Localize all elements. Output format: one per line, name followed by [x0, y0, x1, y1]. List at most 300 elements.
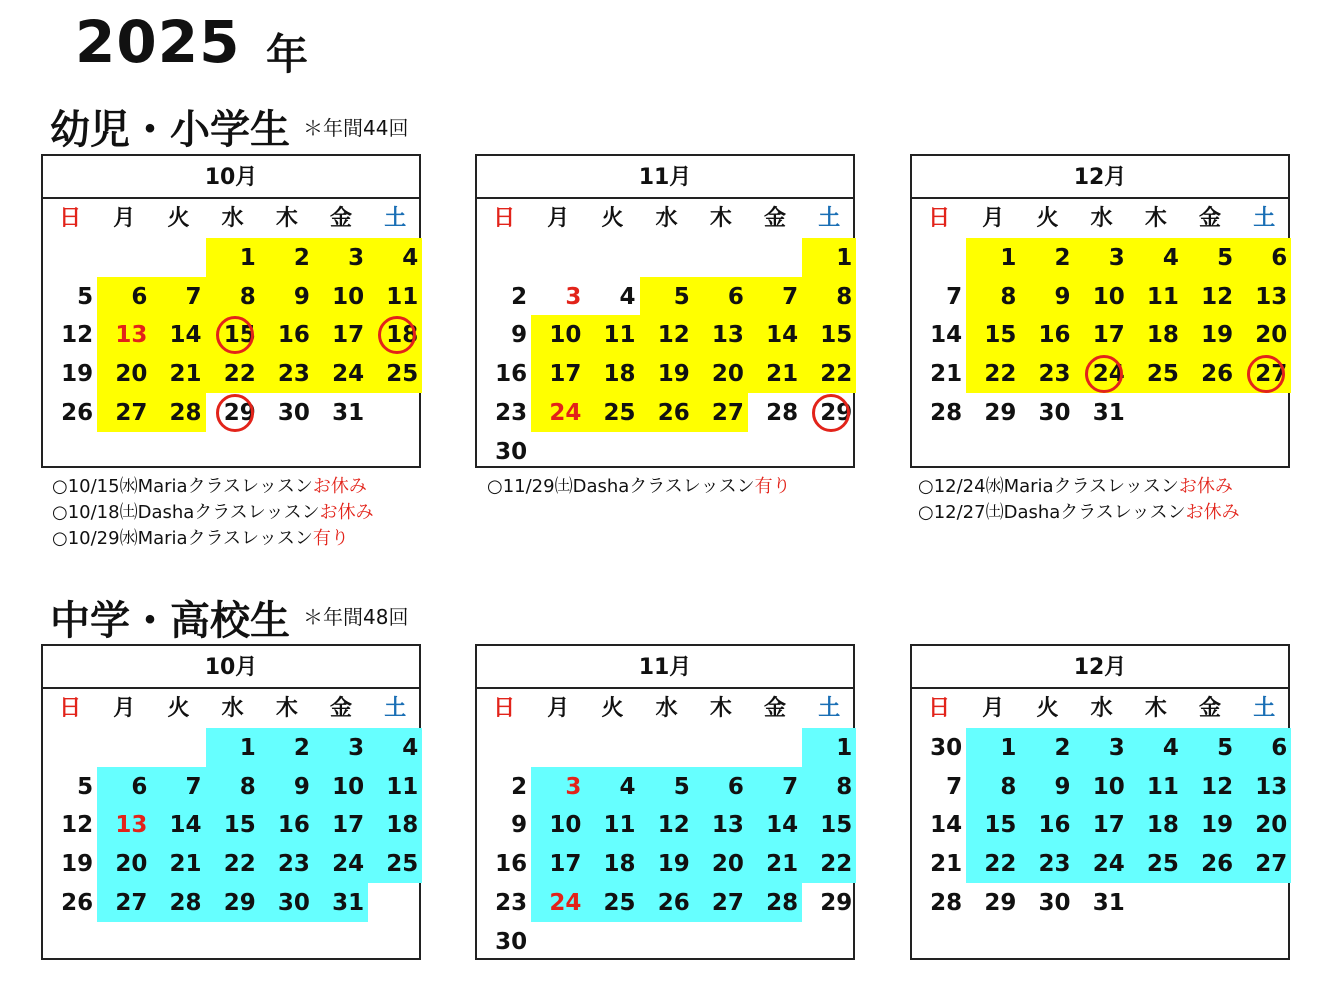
calendar-day: 3 — [1075, 238, 1129, 277]
calendar-empty-cell — [748, 238, 802, 277]
note-text: ○12/24㈬Mariaクラスレッスン — [918, 476, 1179, 497]
calendar-day: 19 — [1183, 315, 1237, 354]
weekday-header: 木 — [275, 206, 298, 231]
weekday-header: 金 — [1199, 206, 1222, 231]
calendar-day: 26 — [640, 883, 694, 922]
weekday-header: 土 — [818, 696, 841, 721]
calendar-day: 23 — [495, 399, 528, 426]
calendar-day: 20 — [694, 844, 748, 883]
calendar-day: 31 — [1092, 399, 1125, 426]
calendar-day: 18 — [368, 315, 422, 354]
calendar-day: 14 — [151, 805, 205, 844]
weekday-header: 火 — [601, 206, 624, 231]
calendar-day: 31 — [1092, 889, 1125, 916]
note-status: 有り — [312, 528, 349, 549]
calendar-day: 17 — [314, 315, 368, 354]
calendar-day: 12 — [1183, 277, 1237, 316]
calendar-day: 23 — [1020, 354, 1074, 393]
calendar-day: 10 — [314, 277, 368, 316]
calendar-grid — [912, 199, 1288, 432]
weekday-header: 土 — [384, 696, 407, 721]
calendar-day: 12 — [640, 315, 694, 354]
calendar-day: 21 — [151, 844, 205, 883]
calendar-day: 11 — [368, 767, 422, 806]
weekday-header: 木 — [709, 696, 732, 721]
calendar-day: 4 — [368, 238, 422, 277]
calendar-day: 28 — [930, 889, 963, 916]
calendar-day: 5 — [1183, 238, 1237, 277]
calendar-day: 24 — [314, 844, 368, 883]
calendar-grid — [477, 689, 853, 961]
calendar-empty-cell — [640, 728, 694, 767]
calendar-day: 12 — [1183, 767, 1237, 806]
calendar-day: 25 — [1129, 844, 1183, 883]
calendar-day: 22 — [206, 844, 260, 883]
calendar-day: 6 — [97, 277, 151, 316]
calendar-day: 13 — [694, 315, 748, 354]
weekday-header: 土 — [1253, 206, 1276, 231]
calendar-day: 26 — [61, 399, 94, 426]
weekday-header: 金 — [764, 696, 787, 721]
calendar-day: 22 — [206, 354, 260, 393]
calendar-day: 18 — [1129, 805, 1183, 844]
calendar-day: 13 — [694, 805, 748, 844]
calendar-day: 26 — [1183, 354, 1237, 393]
weekday-header: 月 — [982, 206, 1005, 231]
calendar-day: 25 — [368, 354, 422, 393]
weekday-header: 水 — [655, 696, 678, 721]
calendar-empty-cell — [640, 922, 694, 961]
calendar-day: 15 — [966, 805, 1020, 844]
calendar-day: 5 — [640, 767, 694, 806]
calendar-day: 11 — [585, 315, 639, 354]
calendar-day: 1 — [206, 238, 260, 277]
calendar-empty-cell — [585, 922, 639, 961]
calendar-day: 3 — [531, 767, 585, 806]
calendar-day: 3 — [1075, 728, 1129, 767]
calendar-empty-cell — [694, 728, 748, 767]
note-text: ○11/29㈯Dashaクラスレッスン — [487, 476, 755, 497]
calendar-day: 24 — [1075, 844, 1129, 883]
calendar-day: 18 — [368, 805, 422, 844]
weekday-header: 水 — [1090, 696, 1113, 721]
calendar-day: 28 — [151, 883, 205, 922]
calendar-elementary-0 — [41, 154, 421, 468]
calendar-day: 30 — [930, 734, 963, 761]
calendar-day: 13 — [97, 805, 151, 844]
calendar-day: 29 — [820, 889, 853, 916]
calendar-day: 11 — [1129, 277, 1183, 316]
calendar-day: 18 — [1129, 315, 1183, 354]
calendar-day: 23 — [260, 354, 314, 393]
calendar-day: 28 — [748, 883, 802, 922]
calendar-day: 14 — [930, 812, 963, 839]
calendar-day: 3 — [314, 238, 368, 277]
calendar-day: 5 — [77, 283, 94, 310]
calendar-day: 31 — [314, 883, 368, 922]
calendar-day: 21 — [151, 354, 205, 393]
calendar-day: 20 — [1237, 315, 1291, 354]
calendar-day: 20 — [97, 844, 151, 883]
calendar-day: 1 — [966, 238, 1020, 277]
calendar-day: 9 — [511, 812, 528, 839]
calendar-empty-cell — [912, 238, 966, 277]
weekday-header: 火 — [167, 206, 190, 231]
calendar-day: 14 — [930, 322, 963, 349]
weekday-header: 土 — [818, 206, 841, 231]
calendar-empty-cell — [748, 922, 802, 961]
calendar-day: 30 — [277, 399, 310, 426]
weekday-header: 火 — [167, 696, 190, 721]
calendar-day: 28 — [766, 399, 799, 426]
weekday-header: 水 — [655, 206, 678, 231]
calendar-empty-cell — [97, 728, 151, 767]
weekday-header: 月 — [982, 696, 1005, 721]
calendar-day: 30 — [1038, 399, 1071, 426]
calendar-day: 20 — [1237, 805, 1291, 844]
calendar-notes — [918, 474, 1240, 526]
calendar-empty-cell — [1129, 393, 1183, 432]
calendar-day: 8 — [802, 277, 856, 316]
calendar-day: 11 — [585, 805, 639, 844]
calendar-empty-cell — [585, 728, 639, 767]
calendar-empty-cell — [748, 728, 802, 767]
calendar-day: 27 — [97, 393, 151, 432]
calendar-day: 20 — [97, 354, 151, 393]
weekday-header: 火 — [1036, 206, 1059, 231]
calendar-day: 13 — [1237, 277, 1291, 316]
calendar-empty-cell — [531, 238, 585, 277]
calendar-day: 10 — [531, 805, 585, 844]
weekday-header: 日 — [928, 696, 951, 721]
section-title-secondary: 中学・高校生 — [50, 598, 290, 644]
calendar-month-header: 11月 — [477, 156, 853, 199]
calendar-day: 30 — [260, 883, 314, 922]
weekday-header: 日 — [59, 206, 82, 231]
calendar-day: 4 — [619, 283, 636, 310]
calendar-month-header: 10月 — [43, 646, 419, 689]
calendar-day: 6 — [1237, 238, 1291, 277]
calendar-empty-cell — [151, 238, 205, 277]
calendar-empty-cell — [1183, 883, 1237, 922]
calendar-day: 15 — [206, 805, 260, 844]
calendar-day: 4 — [368, 728, 422, 767]
calendar-day: 21 — [930, 361, 963, 388]
calendar-secondary-0 — [41, 644, 421, 960]
calendar-day: 7 — [946, 773, 963, 800]
weekday-header: 月 — [113, 696, 136, 721]
calendar-day: 19 — [640, 844, 694, 883]
calendar-day: 18 — [585, 844, 639, 883]
calendar-day: 22 — [966, 844, 1020, 883]
note-line — [918, 500, 1240, 526]
calendar-day: 20 — [694, 354, 748, 393]
calendar-empty-cell — [694, 922, 748, 961]
calendar-month-header: 11月 — [477, 646, 853, 689]
calendar-day: 8 — [966, 767, 1020, 806]
calendar-day: 7 — [151, 277, 205, 316]
calendar-empty-cell — [585, 238, 639, 277]
calendar-day: 8 — [966, 277, 1020, 316]
calendar-empty-cell — [802, 432, 856, 471]
note-line — [487, 474, 791, 500]
calendar-day: 27 — [1237, 354, 1291, 393]
calendar-day: 14 — [151, 315, 205, 354]
weekday-header: 木 — [1144, 696, 1167, 721]
calendar-day: 30 — [495, 928, 528, 955]
calendar-day: 19 — [1183, 805, 1237, 844]
calendar-day: 16 — [260, 315, 314, 354]
calendar-day: 30 — [1038, 889, 1071, 916]
weekday-header: 木 — [709, 206, 732, 231]
calendar-day: 14 — [748, 315, 802, 354]
calendar-day: 29 — [984, 889, 1017, 916]
calendar-day: 29 — [984, 399, 1017, 426]
weekday-header: 水 — [221, 206, 244, 231]
calendar-day: 7 — [748, 277, 802, 316]
calendar-day: 8 — [802, 767, 856, 806]
calendar-grid — [912, 689, 1288, 922]
calendar-day: 16 — [1020, 805, 1074, 844]
calendar-empty-cell — [748, 432, 802, 471]
weekday-header: 日 — [928, 206, 951, 231]
calendar-day: 8 — [206, 767, 260, 806]
note-line — [918, 474, 1240, 500]
calendar-day: 1 — [206, 728, 260, 767]
calendar-day: 12 — [61, 812, 94, 839]
calendar-empty-cell — [43, 728, 97, 767]
calendar-day: 23 — [495, 889, 528, 916]
calendar-day: 25 — [368, 844, 422, 883]
calendar-day: 29 — [206, 883, 260, 922]
calendar-day: 30 — [495, 438, 528, 465]
calendar-day: 4 — [1129, 728, 1183, 767]
calendar-day: 6 — [694, 277, 748, 316]
calendar-day: 17 — [531, 354, 585, 393]
calendar-day: 6 — [694, 767, 748, 806]
calendar-day: 16 — [495, 851, 528, 878]
calendar-day: 17 — [314, 805, 368, 844]
year-title: 2025 — [75, 8, 241, 76]
calendar-day: 16 — [1020, 315, 1074, 354]
calendar-empty-cell — [694, 238, 748, 277]
note-line — [52, 526, 374, 552]
calendar-day: 26 — [61, 889, 94, 916]
calendar-day: 19 — [640, 354, 694, 393]
calendar-day: 11 — [1129, 767, 1183, 806]
calendar-secondary-2 — [910, 644, 1290, 960]
weekday-header: 日 — [493, 696, 516, 721]
weekday-header: 日 — [59, 696, 82, 721]
calendar-day: 7 — [946, 283, 963, 310]
weekday-header: 金 — [330, 206, 353, 231]
calendar-day: 24 — [531, 393, 585, 432]
weekday-header: 火 — [1036, 696, 1059, 721]
calendar-day: 5 — [1183, 728, 1237, 767]
section-note-secondary: ＊年間48回 — [303, 605, 409, 629]
note-status: お休み — [1178, 476, 1233, 497]
calendar-grid — [43, 689, 419, 922]
calendar-day: 9 — [511, 322, 528, 349]
calendar-day: 6 — [1237, 728, 1291, 767]
calendar-empty-cell — [368, 393, 422, 432]
section-note-elementary: ＊年間44回 — [303, 116, 409, 140]
calendar-day: 27 — [97, 883, 151, 922]
calendar-day: 27 — [1237, 844, 1291, 883]
calendar-day: 2 — [260, 238, 314, 277]
calendar-day: 1 — [802, 238, 856, 277]
year-suffix: 年 — [266, 30, 309, 79]
calendar-day: 15 — [802, 805, 856, 844]
calendar-day: 10 — [314, 767, 368, 806]
calendar-empty-cell — [585, 432, 639, 471]
weekday-header: 金 — [330, 696, 353, 721]
calendar-day: 11 — [368, 277, 422, 316]
calendar-day: 3 — [314, 728, 368, 767]
calendar-day: 13 — [97, 315, 151, 354]
weekday-header: 月 — [547, 696, 570, 721]
calendar-empty-cell — [531, 432, 585, 471]
calendar-day: 26 — [1183, 844, 1237, 883]
calendar-empty-cell — [640, 432, 694, 471]
calendar-day: 2 — [511, 283, 528, 310]
calendar-empty-cell — [1129, 883, 1183, 922]
calendar-day: 23 — [260, 844, 314, 883]
calendar-day: 22 — [802, 354, 856, 393]
calendar-day: 29 — [206, 393, 260, 432]
calendar-empty-cell — [368, 883, 422, 922]
calendar-day: 2 — [511, 773, 528, 800]
note-line — [52, 500, 374, 526]
calendar-day: 9 — [260, 277, 314, 316]
calendar-day: 7 — [748, 767, 802, 806]
calendar-day: 23 — [1020, 844, 1074, 883]
calendar-day: 21 — [748, 354, 802, 393]
weekday-header: 日 — [493, 206, 516, 231]
calendar-day: 13 — [1237, 767, 1291, 806]
calendar-secondary-1 — [475, 644, 855, 960]
weekday-header: 水 — [1090, 206, 1113, 231]
weekday-header: 木 — [1144, 206, 1167, 231]
calendar-empty-cell — [1237, 393, 1291, 432]
calendar-day: 4 — [1129, 238, 1183, 277]
calendar-day: 17 — [531, 844, 585, 883]
calendar-day: 15 — [206, 315, 260, 354]
weekday-header: 金 — [764, 206, 787, 231]
calendar-empty-cell — [477, 238, 531, 277]
calendar-day: 8 — [206, 277, 260, 316]
calendar-day: 21 — [748, 844, 802, 883]
calendar-day: 31 — [332, 399, 365, 426]
calendar-elementary-1 — [475, 154, 855, 468]
calendar-day: 29 — [802, 393, 856, 432]
calendar-day: 12 — [61, 322, 94, 349]
calendar-empty-cell — [694, 432, 748, 471]
calendar-elementary-2 — [910, 154, 1290, 468]
calendar-day: 5 — [77, 773, 94, 800]
calendar-month-header: 12月 — [912, 646, 1288, 689]
calendar-empty-cell — [802, 922, 856, 961]
note-text: ○12/27㈯Dashaクラスレッスン — [918, 502, 1186, 523]
calendar-empty-cell — [1237, 883, 1291, 922]
calendar-day: 6 — [97, 767, 151, 806]
note-status: お休み — [312, 476, 367, 497]
calendar-empty-cell — [531, 728, 585, 767]
note-text: ○10/29㈬Mariaクラスレッスン — [52, 528, 313, 549]
calendar-day: 16 — [495, 361, 528, 388]
calendar-day: 17 — [1075, 315, 1129, 354]
note-status: お休み — [319, 502, 374, 523]
calendar-day: 9 — [260, 767, 314, 806]
calendar-day: 4 — [585, 767, 639, 806]
note-status: お休み — [1185, 502, 1240, 523]
note-status: 有り — [754, 476, 791, 497]
calendar-day: 25 — [585, 393, 639, 432]
section-title-elementary: 幼児・小学生 — [50, 107, 290, 153]
calendar-grid — [477, 199, 853, 471]
calendar-day: 19 — [61, 851, 94, 878]
calendar-day: 15 — [966, 315, 1020, 354]
calendar-day: 14 — [748, 805, 802, 844]
calendar-day: 3 — [565, 283, 582, 310]
calendar-day: 27 — [694, 393, 748, 432]
calendar-day: 10 — [1075, 767, 1129, 806]
calendar-empty-cell — [640, 238, 694, 277]
calendar-month-header: 12月 — [912, 156, 1288, 199]
weekday-header: 月 — [113, 206, 136, 231]
calendar-day: 7 — [151, 767, 205, 806]
calendar-empty-cell — [477, 728, 531, 767]
weekday-header: 土 — [384, 206, 407, 231]
calendar-day: 1 — [966, 728, 1020, 767]
calendar-day: 15 — [802, 315, 856, 354]
calendar-day: 28 — [930, 399, 963, 426]
weekday-header: 水 — [221, 696, 244, 721]
calendar-day: 19 — [61, 361, 94, 388]
calendar-day: 2 — [1020, 728, 1074, 767]
calendar-empty-cell — [97, 238, 151, 277]
calendar-day: 1 — [802, 728, 856, 767]
calendar-day: 24 — [1075, 354, 1129, 393]
weekday-header: 木 — [275, 696, 298, 721]
calendar-day: 10 — [1075, 277, 1129, 316]
calendar-day: 18 — [585, 354, 639, 393]
calendar-day: 17 — [1075, 805, 1129, 844]
calendar-empty-cell — [1183, 393, 1237, 432]
calendar-month-header: 10月 — [43, 156, 419, 199]
calendar-day: 10 — [531, 315, 585, 354]
calendar-day: 27 — [694, 883, 748, 922]
weekday-header: 金 — [1199, 696, 1222, 721]
calendar-notes — [487, 474, 791, 500]
calendar-empty-cell — [151, 728, 205, 767]
calendar-day: 26 — [640, 393, 694, 432]
note-text: ○10/15㈬Mariaクラスレッスン — [52, 476, 313, 497]
calendar-day: 28 — [151, 393, 205, 432]
calendar-day: 12 — [640, 805, 694, 844]
calendar-day: 22 — [966, 354, 1020, 393]
calendar-empty-cell — [531, 922, 585, 961]
calendar-day: 22 — [802, 844, 856, 883]
calendar-day: 2 — [260, 728, 314, 767]
note-text: ○10/18㈯Dashaクラスレッスン — [52, 502, 320, 523]
calendar-day: 25 — [585, 883, 639, 922]
calendar-day: 5 — [640, 277, 694, 316]
calendar-day: 21 — [930, 851, 963, 878]
calendar-notes — [52, 474, 374, 552]
calendar-day: 24 — [314, 354, 368, 393]
calendar-day: 2 — [1020, 238, 1074, 277]
